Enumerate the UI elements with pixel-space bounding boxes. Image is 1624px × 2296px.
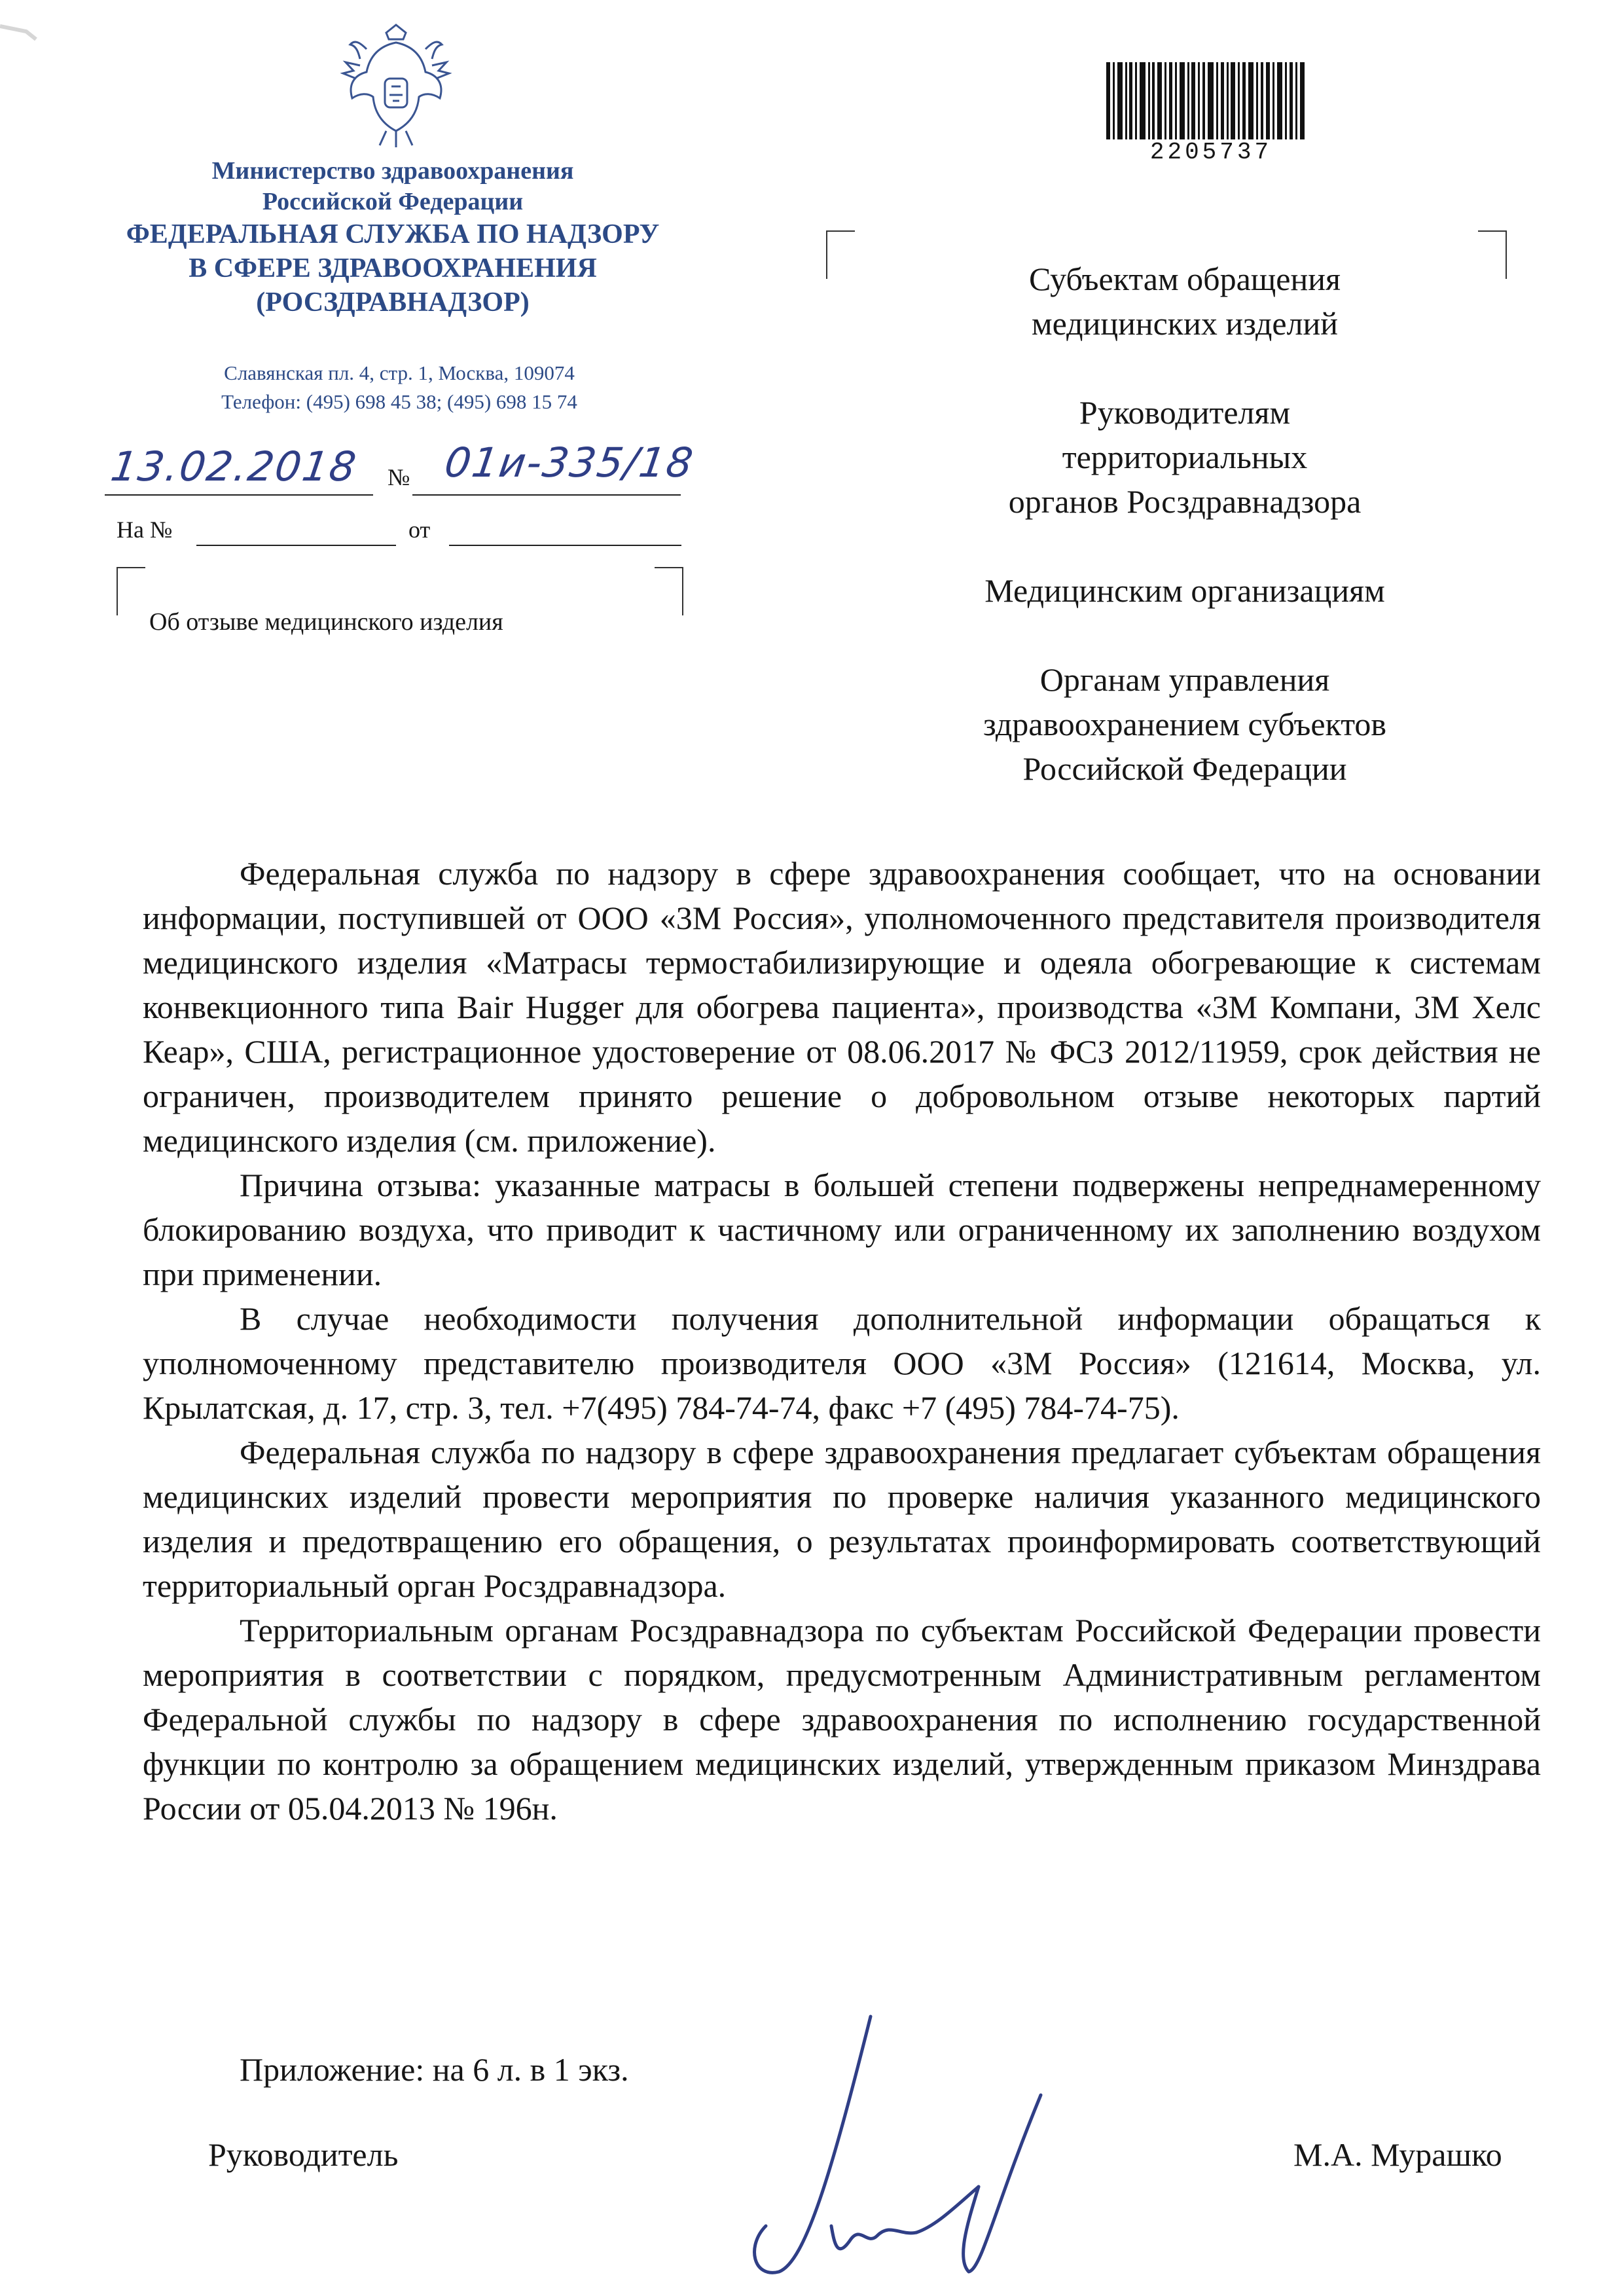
recipient-group: [890, 390, 1479, 524]
scan-mark: [0, 20, 39, 46]
recipient-group: [890, 257, 1479, 346]
reply-from-label: от: [408, 517, 431, 543]
ministry-line: Министерство здравоохранения: [211, 157, 574, 185]
barcode-number: 2205737: [1149, 139, 1272, 166]
body-paragraph: Федеральная служба по надзору в сфере здравоохранения предлагает субъектам обращения медицинских изделий провести мероприятия по проверке наличия указанного медицинского изделия и предотвращению его обращения, о результатах проинформировать соответствующий территориальный орган Росздравнадзора.: [143, 1434, 1541, 1604]
registration-date: 13.02.2018: [107, 443, 361, 490]
subject-corner-left: [117, 567, 145, 615]
recipient-line: Органам управления: [1039, 661, 1330, 698]
signer-name: М.А. Мурашко: [1293, 2136, 1502, 2173]
body-paragraph: В случае необходимости получения дополнительной информации обращаться к уполномоченному представителю производителя ООО «3М Россия» (121614, Москва, ул. Крылатская, д. 17, стр. 3, тел. +7(495) 784-74-74, факс +7 (495) 784-74-75).: [143, 1300, 1541, 1426]
ministry-line: Российской Федерации: [262, 188, 524, 215]
recipient-line: здравоохранением субъектов: [983, 706, 1387, 742]
recipient-line: органов Росздравнадзора: [1008, 483, 1362, 520]
letter-body: [143, 851, 1541, 1831]
subject-corner-right: [655, 567, 683, 615]
recipients-corner-right: [1478, 230, 1507, 279]
reply-from-line: [449, 545, 681, 546]
body-paragraph: Причина отзыва: указанные матрасы в большей степени подвержены непреднамеренному блокированию воздуха, что приводит к частичному или ограниченному их заполнению воздухом при применении.: [143, 1167, 1541, 1292]
address-line: Славянская пл. 4, стр. 1, Москва, 109074: [224, 361, 575, 384]
organization-address: [118, 359, 681, 416]
registration-number: 01и-335/18: [441, 439, 697, 486]
recipients-block: [890, 257, 1479, 835]
service-line: В СФЕРЕ ЗДРАВООХРАНЕНИЯ: [189, 253, 597, 283]
recipient-line: Российской Федерации: [1022, 750, 1347, 787]
ministry-name: [137, 156, 648, 217]
body-paragraph: Федеральная служба по надзору в сфере здравоохранения сообщает, что на основании информации, поступившей от ООО «3М Россия», уполномоченного представителя производителя медицинского изделия «Матрасы термостабилизирующие и одеяла обогревающие к системам конвекционного типа Bair Hugger для обогрева пациента», производства «3М Компани, 3М Хелс Кеар», США, регистрационное удостоверение от 08.06.2017 № ФСЗ 2012/11959, срок действия не ограничен, производителем принято решение о добровольном отзыве некоторых партий медицинского изделия (см. приложение).: [143, 855, 1541, 1159]
number-underline: [412, 494, 681, 496]
phone-line: Телефон: (495) 698 45 38; (495) 698 15 74: [221, 390, 577, 413]
recipients-corner-left: [826, 230, 855, 279]
recipient-group: [890, 568, 1479, 613]
signer-position: Руководитель: [208, 2136, 399, 2173]
reply-number-label: На №: [117, 517, 173, 543]
attachment-note: Приложение: на 6 л. в 1 экз.: [240, 2051, 629, 2088]
recipient-line: территориальных: [1062, 439, 1308, 475]
recipient-group: [890, 657, 1479, 791]
russian-coat-of-arms-icon: [340, 20, 452, 151]
body-paragraph: Территориальным органам Росздравнадзора по субъектам Российской Федерации провести мероприятия в соответствии с порядком, предусмотренным Административным регламентом Федеральной службы по надзору в сфере здравоохранения по исполнению государственной функции по контролю за обращением медицинских изделий, утвержденным приказом Минздрава России от 05.04.2013 № 196н.: [143, 1612, 1541, 1827]
service-line: (РОСЗДРАВНАДЗОР): [256, 287, 530, 318]
handwritten-signature: [720, 2010, 1060, 2285]
service-line: ФЕДЕРАЛЬНАЯ СЛУЖБА ПО НАДЗОРУ: [126, 219, 660, 249]
date-underline: [105, 494, 373, 496]
service-name: [92, 217, 694, 319]
reply-number-line: [196, 545, 396, 546]
number-sign: №: [388, 464, 410, 490]
recipient-line: Медицинским организациям: [984, 572, 1385, 609]
barcode: [1106, 62, 1306, 139]
recipient-line: Руководителям: [1079, 394, 1291, 431]
recipient-line: медицинских изделий: [1031, 305, 1339, 342]
recipient-line: Субъектам обращения: [1029, 261, 1341, 297]
letter-subject: Об отзыве медицинского изделия: [149, 608, 503, 636]
